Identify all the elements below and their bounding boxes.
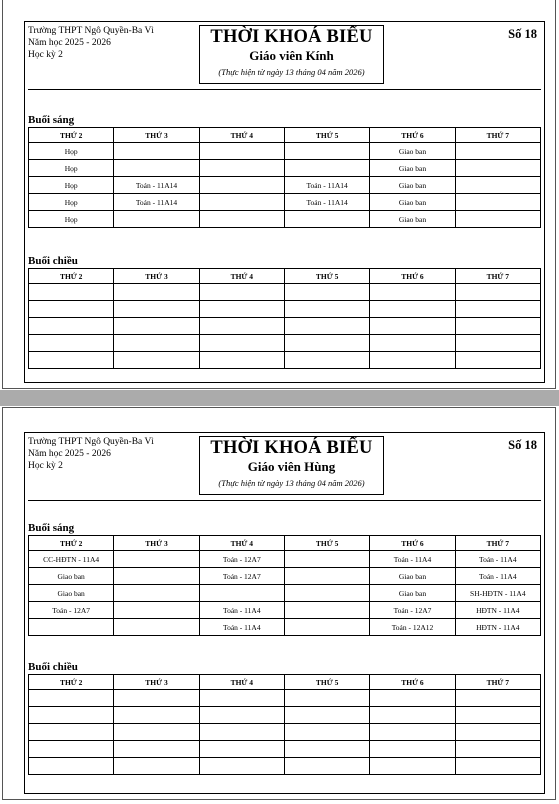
lesson-cell xyxy=(370,318,455,335)
lesson-cell xyxy=(455,143,540,160)
lesson-cell: Toán - 11A14 xyxy=(114,177,199,194)
lesson-cell xyxy=(29,619,114,636)
lesson-cell xyxy=(455,284,540,301)
lesson-cell xyxy=(455,758,540,775)
timetable-page-1 xyxy=(2,0,556,389)
sheet-number: Số 18 xyxy=(508,438,537,452)
day-header: THỨ 7 xyxy=(455,675,540,690)
lesson-cell xyxy=(114,568,199,585)
period-row xyxy=(29,335,541,352)
lesson-cell: Toán - 11A14 xyxy=(284,194,369,211)
period-row xyxy=(29,143,541,160)
lesson-cell xyxy=(199,177,284,194)
school-name: Trường THPT Ngô Quyền-Ba Vì xyxy=(28,26,154,36)
sheet-number-box xyxy=(384,436,541,494)
day-header: THỨ 2 xyxy=(29,269,114,284)
lesson-cell xyxy=(114,741,199,758)
lesson-cell xyxy=(455,177,540,194)
lesson-cell xyxy=(284,758,369,775)
lesson-cell xyxy=(199,318,284,335)
period-row xyxy=(29,211,541,228)
lesson-cell xyxy=(29,301,114,318)
lesson-cell: Giao ban xyxy=(370,211,455,228)
lesson-cell: Giao ban xyxy=(370,177,455,194)
lesson-cell xyxy=(199,335,284,352)
period-row xyxy=(29,568,541,585)
period-row xyxy=(29,741,541,758)
morning-label: Buổi sáng xyxy=(28,114,75,126)
day-header: THỨ 6 xyxy=(370,128,455,143)
day-header: THỨ 7 xyxy=(455,536,540,551)
day-header: THỨ 6 xyxy=(370,269,455,284)
day-header: THỨ 4 xyxy=(199,675,284,690)
lesson-cell: Họp xyxy=(29,160,114,177)
day-header: THỨ 5 xyxy=(284,128,369,143)
lesson-cell: Họp xyxy=(29,143,114,160)
day-header: THỨ 3 xyxy=(114,269,199,284)
lesson-cell: Giao ban xyxy=(370,143,455,160)
timetable-page-2 xyxy=(2,407,556,800)
lesson-cell: Toán - 11A4 xyxy=(455,551,540,568)
lesson-cell xyxy=(114,335,199,352)
lesson-cell: Toán - 11A4 xyxy=(370,551,455,568)
lesson-cell xyxy=(114,551,199,568)
lesson-cell xyxy=(199,194,284,211)
lesson-cell xyxy=(29,690,114,707)
lesson-cell: Giao ban xyxy=(370,194,455,211)
teacher-name: Giáo viên Kính xyxy=(249,48,334,63)
lesson-cell xyxy=(114,724,199,741)
lesson-cell xyxy=(114,143,199,160)
lesson-cell: Toán - 11A4 xyxy=(199,619,284,636)
period-row xyxy=(29,690,541,707)
lesson-cell xyxy=(199,758,284,775)
lesson-cell xyxy=(284,568,369,585)
lesson-cell xyxy=(29,758,114,775)
lesson-cell xyxy=(199,301,284,318)
header-divider xyxy=(28,500,541,501)
lesson-cell: Giao ban xyxy=(29,568,114,585)
effective-date-note: (Thực hiện từ ngày 13 tháng 04 năm 2026) xyxy=(218,67,365,77)
afternoon-label: Buổi chiều xyxy=(28,255,78,267)
lesson-cell xyxy=(455,690,540,707)
lesson-cell: Toán - 12A7 xyxy=(199,568,284,585)
lesson-cell xyxy=(284,690,369,707)
lesson-cell: Toán - 11A14 xyxy=(284,177,369,194)
day-header-row xyxy=(29,269,541,284)
period-row xyxy=(29,707,541,724)
lesson-cell xyxy=(370,741,455,758)
lesson-cell xyxy=(199,585,284,602)
lesson-cell xyxy=(284,352,369,369)
timetable-frame xyxy=(24,21,545,383)
lesson-cell xyxy=(370,352,455,369)
day-header: THỨ 2 xyxy=(29,675,114,690)
day-header: THỨ 7 xyxy=(455,128,540,143)
afternoon-table xyxy=(28,674,541,775)
timetable-header xyxy=(28,25,541,84)
lesson-cell: Họp xyxy=(29,177,114,194)
lesson-cell xyxy=(370,335,455,352)
lesson-cell xyxy=(199,690,284,707)
morning-table xyxy=(28,127,541,228)
lesson-cell: SH-HĐTN - 11A4 xyxy=(455,585,540,602)
lesson-cell xyxy=(455,160,540,177)
lesson-cell xyxy=(199,160,284,177)
lesson-cell: HĐTN - 11A4 xyxy=(455,602,540,619)
lesson-cell xyxy=(199,143,284,160)
day-header: THỨ 3 xyxy=(114,536,199,551)
lesson-cell: Họp xyxy=(29,194,114,211)
lesson-cell: Giao ban xyxy=(370,568,455,585)
lesson-cell xyxy=(284,585,369,602)
lesson-cell: HĐTN - 11A4 xyxy=(455,619,540,636)
timetable-frame xyxy=(24,432,545,794)
period-row xyxy=(29,284,541,301)
semester: Học kỳ 2 xyxy=(28,50,63,60)
lesson-cell xyxy=(455,194,540,211)
afternoon-label: Buổi chiều xyxy=(28,661,78,673)
morning-table xyxy=(28,535,541,636)
period-row xyxy=(29,194,541,211)
day-header: THỨ 7 xyxy=(455,269,540,284)
lesson-cell xyxy=(370,690,455,707)
day-header-row xyxy=(29,128,541,143)
lesson-cell xyxy=(370,301,455,318)
lesson-cell xyxy=(114,585,199,602)
day-header: THỨ 5 xyxy=(284,536,369,551)
period-row xyxy=(29,352,541,369)
lesson-cell xyxy=(284,335,369,352)
lesson-cell xyxy=(455,335,540,352)
day-header: THỨ 6 xyxy=(370,536,455,551)
day-header: THỨ 4 xyxy=(199,128,284,143)
day-header: THỨ 3 xyxy=(114,128,199,143)
day-header: THỨ 4 xyxy=(199,536,284,551)
title-box xyxy=(199,436,384,495)
lesson-cell xyxy=(284,551,369,568)
day-header-row xyxy=(29,675,541,690)
lesson-cell xyxy=(455,301,540,318)
lesson-cell xyxy=(455,211,540,228)
lesson-cell xyxy=(199,707,284,724)
lesson-cell xyxy=(114,318,199,335)
lesson-cell xyxy=(29,335,114,352)
lesson-cell xyxy=(114,707,199,724)
semester: Học kỳ 2 xyxy=(28,461,63,471)
lesson-cell xyxy=(29,741,114,758)
lesson-cell: CC-HĐTN - 11A4 xyxy=(29,551,114,568)
lesson-cell xyxy=(199,741,284,758)
lesson-cell: Họp xyxy=(29,211,114,228)
lesson-cell xyxy=(29,284,114,301)
lesson-cell: Toán - 12A7 xyxy=(29,602,114,619)
day-header: THỨ 2 xyxy=(29,536,114,551)
lesson-cell xyxy=(114,690,199,707)
lesson-cell xyxy=(114,619,199,636)
lesson-cell xyxy=(199,284,284,301)
day-header: THỨ 5 xyxy=(284,675,369,690)
page-title: THỜI KHOÁ BIỂU xyxy=(210,27,373,47)
lesson-cell xyxy=(29,318,114,335)
page-title: THỜI KHOÁ BIỂU xyxy=(210,438,373,458)
lesson-cell xyxy=(199,211,284,228)
lesson-cell: Toán - 11A14 xyxy=(114,194,199,211)
teacher-name: Giáo viên Hùng xyxy=(247,459,336,474)
lesson-cell: Toán - 12A7 xyxy=(370,602,455,619)
lesson-cell xyxy=(284,707,369,724)
afternoon-table xyxy=(28,268,541,369)
lesson-cell: Toán - 11A4 xyxy=(199,602,284,619)
lesson-cell xyxy=(455,318,540,335)
lesson-cell xyxy=(284,284,369,301)
period-row xyxy=(29,301,541,318)
sheet-number-box xyxy=(384,25,541,83)
lesson-cell: Giao ban xyxy=(29,585,114,602)
school-name: Trường THPT Ngô Quyền-Ba Vì xyxy=(28,437,154,447)
lesson-cell xyxy=(114,301,199,318)
school-year: Năm học 2025 - 2026 xyxy=(28,449,111,459)
day-header-row xyxy=(29,536,541,551)
lesson-cell xyxy=(284,301,369,318)
page-separator xyxy=(0,390,559,406)
sheet-number: Số 18 xyxy=(508,27,537,41)
lesson-cell xyxy=(284,160,369,177)
period-row xyxy=(29,758,541,775)
lesson-cell xyxy=(284,143,369,160)
lesson-cell xyxy=(114,352,199,369)
school-info xyxy=(28,436,199,494)
school-info xyxy=(28,25,199,83)
period-row xyxy=(29,177,541,194)
lesson-cell xyxy=(29,352,114,369)
lesson-cell xyxy=(114,211,199,228)
lesson-cell: Giao ban xyxy=(370,160,455,177)
day-header: THỨ 6 xyxy=(370,675,455,690)
lesson-cell xyxy=(199,352,284,369)
lesson-cell xyxy=(370,758,455,775)
lesson-cell xyxy=(370,707,455,724)
lesson-cell xyxy=(114,602,199,619)
lesson-cell xyxy=(284,318,369,335)
lesson-cell xyxy=(455,741,540,758)
day-header: THỨ 5 xyxy=(284,269,369,284)
lesson-cell xyxy=(284,211,369,228)
lesson-cell xyxy=(455,707,540,724)
period-row xyxy=(29,318,541,335)
period-row xyxy=(29,551,541,568)
lesson-cell xyxy=(284,602,369,619)
title-box xyxy=(199,25,384,84)
period-row xyxy=(29,160,541,177)
day-header: THỨ 4 xyxy=(199,269,284,284)
lesson-cell xyxy=(114,284,199,301)
school-year: Năm học 2025 - 2026 xyxy=(28,38,111,48)
lesson-cell: Toán - 11A4 xyxy=(455,568,540,585)
lesson-cell xyxy=(455,724,540,741)
period-row xyxy=(29,602,541,619)
lesson-cell xyxy=(370,724,455,741)
lesson-cell: Giao ban xyxy=(370,585,455,602)
lesson-cell: Toán - 12A12 xyxy=(370,619,455,636)
lesson-cell xyxy=(114,160,199,177)
day-header: THỨ 2 xyxy=(29,128,114,143)
effective-date-note: (Thực hiện từ ngày 13 tháng 04 năm 2026) xyxy=(218,478,365,488)
period-row xyxy=(29,585,541,602)
day-header: THỨ 3 xyxy=(114,675,199,690)
header-divider xyxy=(28,89,541,90)
period-row xyxy=(29,619,541,636)
lesson-cell xyxy=(370,284,455,301)
lesson-cell xyxy=(455,352,540,369)
morning-label: Buổi sáng xyxy=(28,522,75,534)
period-row xyxy=(29,724,541,741)
timetable-header xyxy=(28,436,541,495)
lesson-cell xyxy=(199,724,284,741)
lesson-cell: Toán - 12A7 xyxy=(199,551,284,568)
lesson-cell xyxy=(284,724,369,741)
lesson-cell xyxy=(29,724,114,741)
lesson-cell xyxy=(29,707,114,724)
lesson-cell xyxy=(284,619,369,636)
lesson-cell xyxy=(114,758,199,775)
lesson-cell xyxy=(284,741,369,758)
